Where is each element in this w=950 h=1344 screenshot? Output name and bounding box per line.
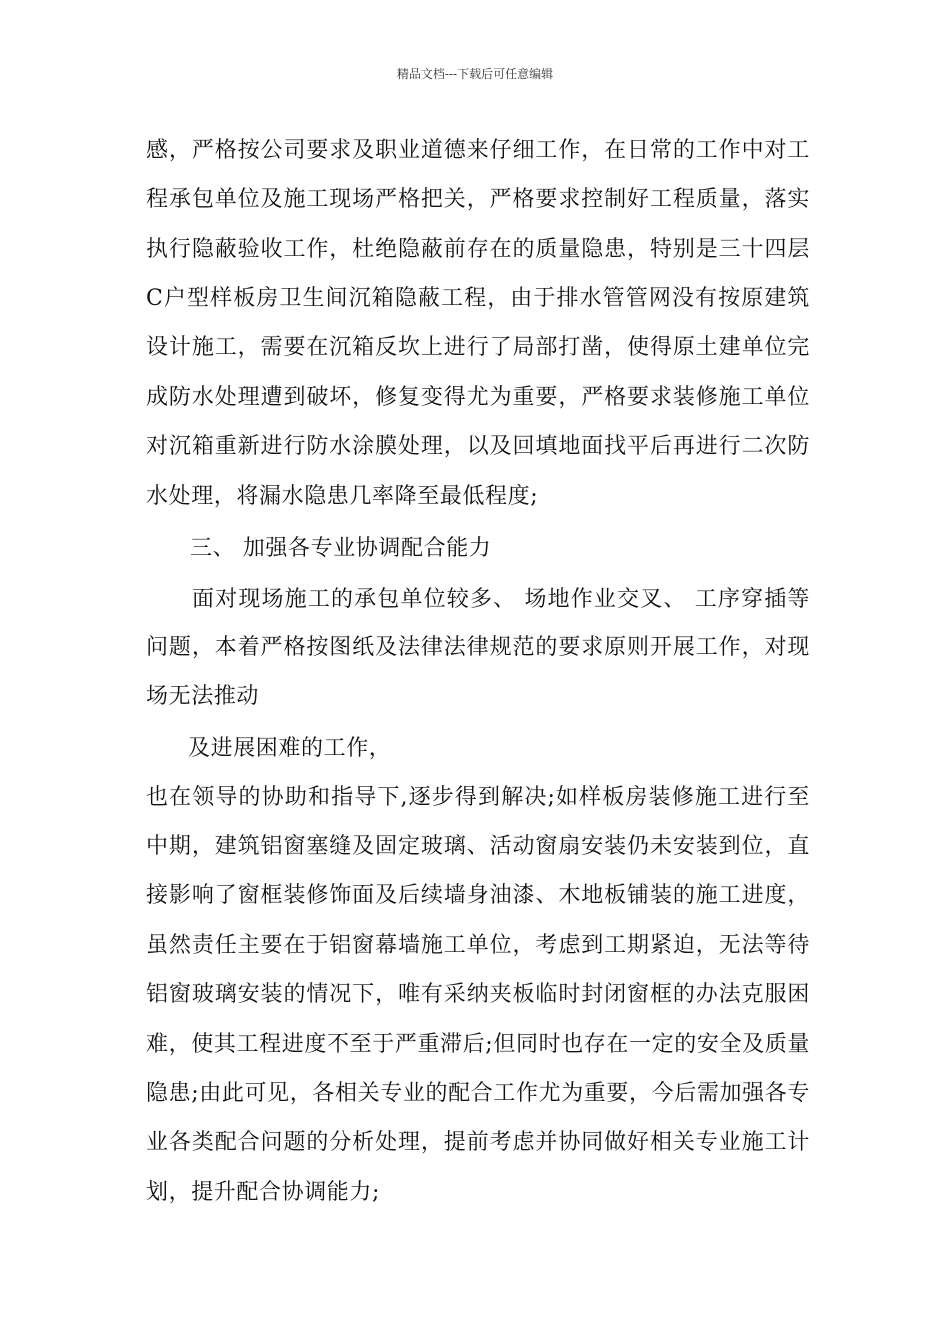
text-line: 设计施工，需要在沉箱反坎上进行了局部打凿，使得原土建单位完 xyxy=(146,335,810,360)
text-line: 难，使其工程进度不至于严重滞后;但同时也存在一定的安全及质量 xyxy=(146,1032,810,1057)
section-heading: 三、 加强各专业协调配合能力 xyxy=(190,536,492,561)
text-line: 执行隐蔽验收工作，杜绝隐蔽前存在的质量隐患，特别是三十四层 xyxy=(146,237,810,262)
text-line: 划，提升配合协调能力; xyxy=(146,1180,381,1205)
text-line: 程承包单位及施工现场严格把关，严格要求控制好工程质量，落实 xyxy=(146,187,810,212)
text-line: 场无法推动 xyxy=(146,684,260,709)
text-line: 面对现场施工的承包单位较多、 场地作业交叉、 工序穿插等 xyxy=(192,587,810,612)
text-line: 铝窗玻璃安装的情况下，唯有采纳夹板临时封闭窗框的办法克服困 xyxy=(146,982,810,1007)
page-header: 精品文档---下载后可任意编辑 xyxy=(396,67,554,81)
text-line: 业各类配合问题的分析处理，提前考虑并协同做好相关专业施工计 xyxy=(146,1130,810,1155)
text-line: 感，严格按公司要求及职业道德来仔细工作，在日常的工作中对工 xyxy=(146,138,810,163)
text-line: 水处理，将漏水隐患几率降至最低程度; xyxy=(146,484,539,509)
text-line: 也在领导的协助和指导下,逐步得到解决;如样板房装修施工进行至 xyxy=(146,785,810,810)
text-line: C户型样板房卫生间沉箱隐蔽工程，由于排水管管网没有按原建筑 xyxy=(146,286,810,311)
text-line: 虽然责任主要在于铝窗幕墙施工单位，考虑到工期紧迫，无法等待 xyxy=(146,933,810,958)
text-line: 隐患;由此可见，各相关专业的配合工作尤为重要，今后需加强各专 xyxy=(146,1081,810,1106)
text-line: 对沉箱重新进行防水涂膜处理，以及回填地面找平后再进行二次防 xyxy=(146,434,810,459)
text-line: 成防水处理遭到破坏，修复变得尤为重要，严格要求装修施工单位 xyxy=(146,385,810,410)
text-line: 中期，建筑铝窗塞缝及固定玻璃、活动窗扇安装仍未安装到位，直 xyxy=(146,834,810,859)
text-line: 及进展困难的工作， xyxy=(188,736,392,761)
text-line: 问题，本着严格按图纸及法律法律规范的要求原则开展工作，对现 xyxy=(146,635,810,660)
text-line: 接影响了窗框装修饰面及后续墙身油漆、木地板铺装的施工进度， xyxy=(146,883,810,908)
